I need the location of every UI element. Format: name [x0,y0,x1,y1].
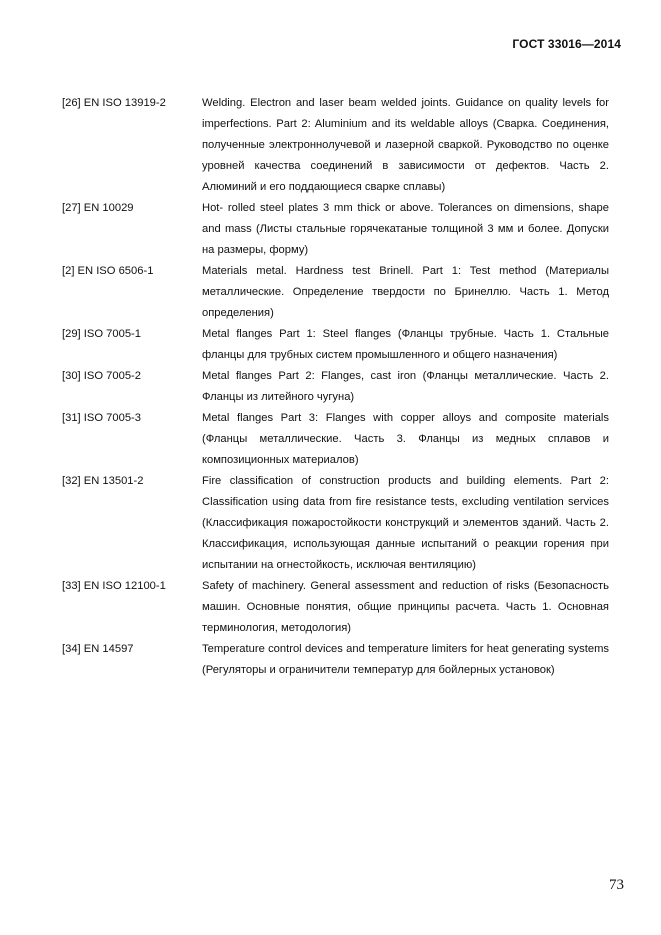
reference-id: [26] EN ISO 13919-2 [62,97,166,109]
reference-text: Metal flanges Part 1: Steel flanges (Фланцы трубные. Часть 1. Стальные фланцы для трубных систем промышленного и общего назначения) [202,328,609,361]
reference-id: [33] EN ISO 12100-1 [62,580,166,592]
reference-list [62,93,609,681]
reference-text: Metal flanges Part 3: Flanges with copper alloys and composite materials (Фланцы металлические. Часть 3. Фланцы из медных сплавов и композиционных материалов) [202,412,609,466]
page-number: 73 [609,877,624,893]
reference-item [62,198,609,261]
reference-text: Materials metal. Hardness test Brinell. Part 1: Test method (Материалы металлические. Определение твердости по Бринеллю. Часть 1. Метод определения) [202,265,609,319]
reference-item [62,576,609,639]
reference-id: [31] ISO 7005-3 [62,412,141,424]
reference-item [62,324,609,366]
reference-item [62,639,609,681]
reference-item [62,261,609,324]
reference-id: [2] EN ISO 6506-1 [62,265,154,277]
reference-text: Welding. Electron and laser beam welded joints. Guidance on quality levels for imperfections. Part 2: Aluminium and its weldable alloys (Сварка. Соединения, полученные электроннолучевой и лазерной сваркой. Руководство по оценке уровней качества соединений в зависимости от дефектов. Часть 2. Алюминий и его поддающиеся сварке сплавы) [202,97,609,193]
reference-text: Safety of machinery. General assessment and reduction of risks (Безопасность машин. Основные понятия, общие принципы расчета. Часть 1. Основная терминология, методология) [202,580,609,634]
reference-id: [34] EN 14597 [62,643,134,655]
reference-item [62,471,609,576]
reference-id: [27] EN 10029 [62,202,134,214]
reference-text: Fire classification of construction products and building elements. Part 2: Classification using data from fire resistance tests, excluding ventilation services (Классификация пожаростойкости конструкций и элементов зданий. Часть 2. Классификация, использующая данные испытаний о реакции горения при испытании на огнестойкость, исключая вентиляцию) [202,475,609,571]
reference-id: [29] ISO 7005-1 [62,328,141,340]
reference-item [62,366,609,408]
reference-id: [32] EN 13501-2 [62,475,144,487]
reference-text: Hot- rolled steel plates 3 mm thick or above. Tolerances on dimensions, shape and mass (Листы стальные горячекатаные толщиной 3 мм и более. Допуски на размеры, форму) [202,202,609,256]
reference-text: Metal flanges Part 2: Flanges, cast iron (Фланцы металлические. Часть 2. Фланцы из литейного чугуна) [202,370,609,403]
reference-id: [30] ISO 7005-2 [62,370,141,382]
reference-item [62,408,609,471]
reference-item [62,93,609,198]
page-header-standard: ГОСТ 33016—2014 [512,37,621,51]
reference-text: Temperature control devices and temperature limiters for heat generating systems (Регуляторы и ограничители температур для бойлерных установок) [202,643,609,676]
